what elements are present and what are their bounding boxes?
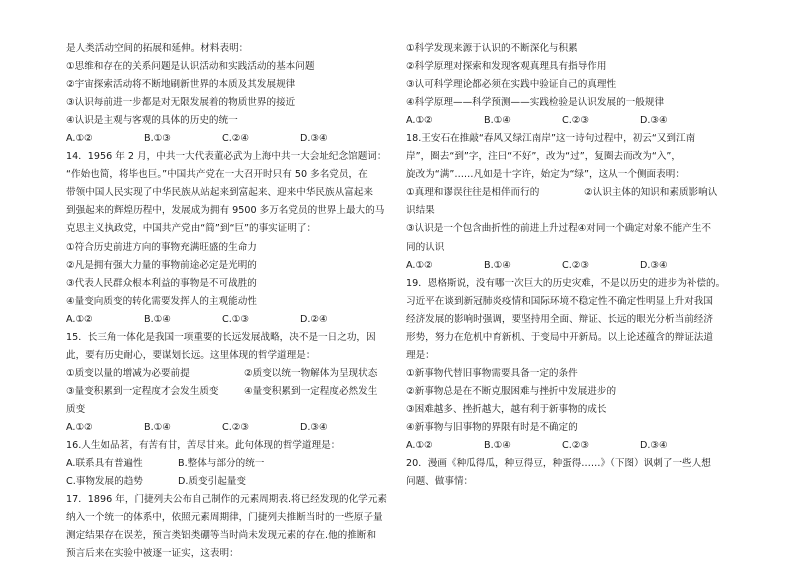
- q14-stem: 带领中国人民实现了中华民族从站起来到富起来、迎来中华民族从富起来: [66, 187, 373, 199]
- choice-b: B.整体与部分的统一: [178, 458, 265, 470]
- q14-option: ③代表人民群众根本利益的事物是不可战胜的: [66, 277, 257, 289]
- q14-stem: 克思主义执政党，中国共产党由“简”到“巨”的事实证明了：: [66, 223, 317, 235]
- q18-option-tail: 识结果: [406, 205, 435, 217]
- q15-options-row: [66, 365, 402, 383]
- q20-stem: 问题、做事情：: [406, 476, 474, 488]
- q15-option: ④量变积累到一定程度必然发生: [244, 385, 378, 397]
- q17-option: ③认可科学理论都必须在实践中验证自己的真理性: [406, 79, 617, 91]
- choice-d: D.③④: [640, 115, 668, 127]
- choice-d: D.质变引起量变: [178, 476, 246, 488]
- q17-stem: 17．1896 年，门捷列夫公布自己制作的元素周期表.将已经发现的化学元素: [66, 494, 387, 506]
- q19-option: ②新事物总是在不断克服困难与挫折中发展进步的: [406, 385, 617, 397]
- q16-choices: [66, 473, 402, 491]
- q17-option: ②科学原理对探索和发现客观真理具有指导作用: [406, 61, 607, 73]
- choice-b: B.①③: [144, 133, 171, 145]
- q18-choices: [406, 257, 742, 275]
- left-column: [66, 40, 402, 563]
- q15-option-tail: 质变: [66, 403, 86, 415]
- choice-c: C.②④: [222, 133, 249, 145]
- q17-choices: [406, 112, 742, 130]
- choice-a: A.①②: [406, 440, 433, 452]
- right-column: [406, 40, 742, 491]
- choice-c: C.②③: [562, 440, 589, 452]
- q16-choices: [66, 455, 402, 473]
- q17-stem: 预言后来在实验中被逐一证实，这表明：: [66, 548, 239, 560]
- choice-a: A.①②: [66, 421, 93, 433]
- q19-option: ③困难越多、挫折越大，越有利于新事物的成长: [406, 403, 607, 415]
- choice-a: A.①②: [406, 259, 433, 271]
- q18-stem: 旋改为“满”……凡如是十字许，始定为“绿”，这从一个侧面表明：: [406, 169, 685, 181]
- q20-stem: 20．漫画《种瓜得瓜，种豆得豆，种蛋得……》（下图）讽刺了一些人想: [406, 458, 711, 470]
- choice-d: D.②④: [300, 313, 328, 325]
- q13-intro: 是人类活动空间的拓展和延伸。材料表明：: [66, 43, 249, 54]
- q18-option: ①真理和谬误往往是相伴而行的: [406, 187, 540, 199]
- q15-option: ①质变以量的增减为必要前提: [66, 367, 190, 379]
- q19-stem: 习近平在谈到新冠肺炎疫情和国际环境不稳定性不确定性明显上升对我国: [406, 295, 713, 307]
- choice-b: B.①④: [484, 440, 511, 452]
- q14-stem: 到强起来的辉煌历程中，发展成为拥有 9500 多万名党员的世界上最大的马: [66, 205, 385, 217]
- q13-choices: [66, 130, 402, 148]
- q17-stem: 纳入一个统一的体系中，依照元素周期律，门捷列夫推断当时的一些原子量: [66, 512, 383, 524]
- q17-option: ①科学发现来源于认识的不断深化与积累: [406, 43, 578, 54]
- choice-b: B.①④: [484, 259, 511, 271]
- choice-a: A.①②: [406, 115, 433, 127]
- q18-option-tail: 同的认识: [406, 241, 445, 253]
- q19-stem: 19．恩格斯说，没有哪一次巨大的历史灾难，不是以历史的进步为补偿的。: [406, 277, 726, 289]
- q17-option: ④科学原理——科学预测——实践检验是认识发展的一般规律: [406, 97, 665, 109]
- q13-option: ②宇宙探索活动将不断地刷新世界的本质及其发展规律: [66, 79, 296, 91]
- choice-b: B.①④: [484, 115, 511, 127]
- choice-d: D.③④: [640, 440, 668, 452]
- q15-options-row: [66, 383, 402, 401]
- q13-option: ④认识是主观与客观的具体的历史的统一: [66, 115, 238, 127]
- q19-choices: [406, 437, 742, 455]
- choice-d: D.③④: [640, 259, 668, 271]
- q14-stem: “作始也简，将毕也巨。”中国共产党在一大召开时只有 50 多名党员，在: [66, 169, 368, 181]
- choice-c: C.事物发展的趋势: [66, 476, 143, 488]
- choice-d: D.③④: [300, 421, 328, 433]
- choice-c: C.②③: [562, 115, 589, 127]
- choice-b: B.①④: [144, 313, 171, 325]
- q18-stem: 岸”，圈去“到”字，注曰“不好”，改为“过”，复圈去而改为“入”，: [406, 151, 681, 163]
- choice-a: A.联系具有普遍性: [66, 458, 143, 470]
- choice-c: C.①③: [222, 313, 249, 325]
- q14-choices: [66, 311, 402, 329]
- choice-c: C.②③: [562, 259, 589, 271]
- choice-a: A.①②: [66, 133, 93, 145]
- q13-option: ③认识每前进一步都是对无限发展着的物质世界的接近: [66, 97, 296, 109]
- q13-option: ①思维和存在的关系问题是认识活动和实践活动的基本问题: [66, 61, 315, 73]
- q15-option: ②质变以统一物解体为呈现状态: [244, 367, 378, 379]
- q14-option: ④量变向质变的转化需要发挥人的主观能动性: [66, 295, 257, 307]
- q18-option: ②认识主体的知识和素质影响认: [584, 187, 718, 199]
- q18-options-row: [406, 184, 742, 202]
- q18-stem: 18.王安石在推敲“春风又绿江南岸”这一诗句过程中，初云“又到江南: [406, 133, 696, 145]
- q19-stem: 理是：: [406, 349, 435, 361]
- q19-option: ④新事物与旧事物的界限有时是不确定的: [406, 421, 578, 433]
- choice-a: A.①②: [66, 313, 93, 325]
- q15-choices: [66, 419, 402, 437]
- q14-stem: 14．1956 年 2 月，中共一大代表董必武为上海中共一大会址纪念馆题词：: [66, 151, 387, 163]
- q18-option: ③认识是一个包含曲折性的前进上升过程④对同一个确定对象不能产生不: [406, 223, 712, 235]
- q19-stem: 形势，努力在危机中育新机、于变局中开新局。以上论述蕴含的辩证法道: [406, 331, 713, 343]
- q14-option: ①符合历史前进方向的事物充满旺盛的生命力: [66, 241, 257, 253]
- q19-stem: 经济发展的影响时强调，要坚持用全面、辩证、长远的眼光分析当前经济: [406, 313, 713, 325]
- q16-stem: 16.人生如品茗，有苦有甘，苦尽甘来。此句体现的哲学道理是：: [66, 440, 341, 452]
- q14-option: ②凡是拥有强大力量的事物前途必定是光明的: [66, 259, 257, 271]
- q15-option: ③量变积累到一定程度才会发生质变: [66, 385, 219, 397]
- q15-stem: 15．长三角一体化是我国一项重要的长远发展战略，决不是一日之功，因: [66, 331, 376, 343]
- choice-d: D.③④: [300, 133, 328, 145]
- choice-c: C.②③: [222, 421, 249, 433]
- q15-stem: 此，要有历史耐心，要谋划长远。这里体现的哲学道理是：: [66, 349, 316, 361]
- choice-b: B.①④: [144, 421, 171, 433]
- q19-option: ①新事物代替旧事物需要具备一定的条件: [406, 367, 578, 379]
- q17-stem: 测定结果存在误差，预言类铝类硼等当时尚未发现元素的存在.他的推断和: [66, 530, 377, 542]
